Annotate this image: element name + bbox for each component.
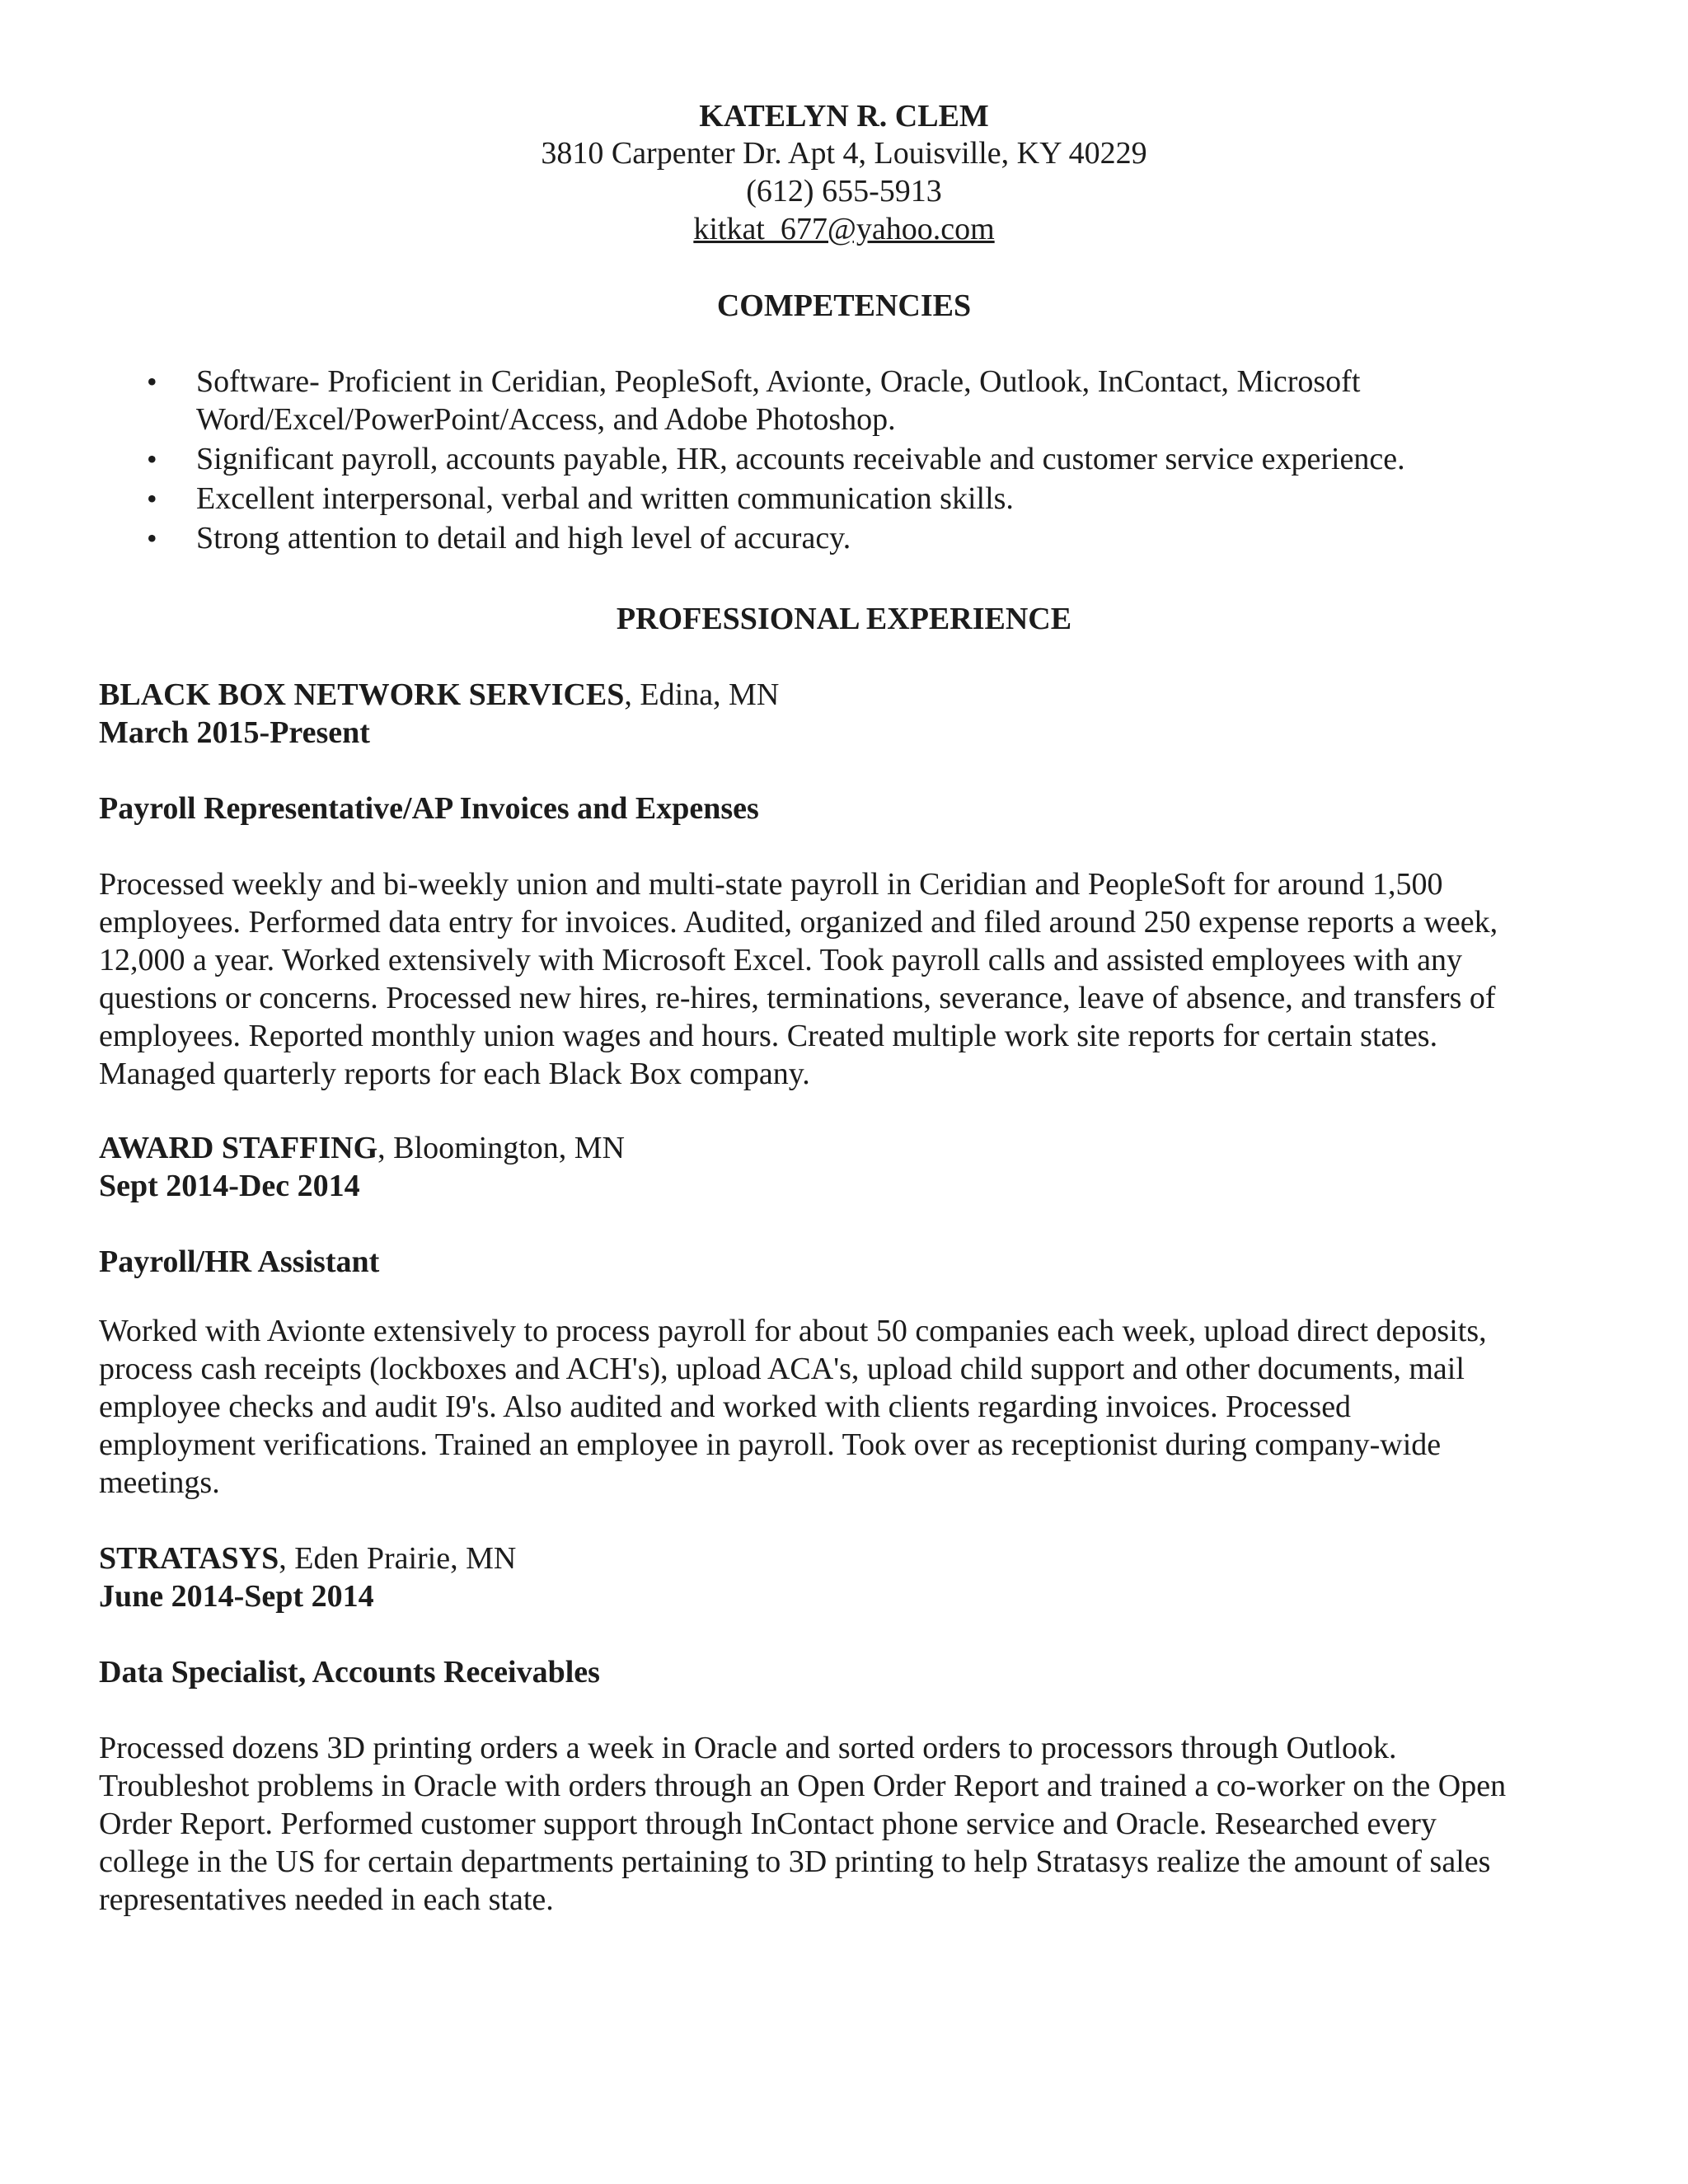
description-line: Processed dozens 3D printing orders a week in Oracle and sorted orders to processors through Outlook. (99, 1731, 1397, 1765)
description-line: employment verifications. Trained an employee in payroll. Took over as receptionist during company-wide (99, 1427, 1442, 1462)
job-award-staffing (99, 1129, 1599, 1205)
competency-item: • Software- Proficient in Ceridian, PeopleSoft, Avionte, Oracle, Outlook, InContact, Microsoft Word/Excel/PowerPoint/Access, and Adobe Photoshop. (196, 363, 1531, 438)
description-line: Processed weekly and bi-weekly union and multi-state payroll in Ceridian and PeopleSoft for around 1,500 (99, 867, 1443, 902)
description-line: 12,000 a year. Worked extensively with Microsoft Excel. Took payroll calls and assisted employees with any (99, 943, 1462, 977)
job-title: Payroll Representative/AP Invoices and Expenses (99, 791, 759, 826)
job-black-box (99, 676, 1599, 752)
applicant-email-link[interactable]: kitkat_677@yahoo.com (693, 212, 995, 246)
job-title: Payroll/HR Assistant (99, 1244, 380, 1279)
company-name: BLACK BOX NETWORK SERVICES (99, 677, 625, 712)
applicant-address: 3810 Carpenter Dr. Apt 4, Louisville, KY 40229 (541, 136, 1147, 171)
company-location: , Edina, MN (624, 677, 780, 712)
competencies-heading: COMPETENCIES (716, 288, 972, 323)
company-line (99, 676, 1599, 714)
company-location: , Bloomington, MN (377, 1131, 625, 1165)
description-line: Order Report. Performed customer support through InContact phone service and Oracle. Researched every (99, 1807, 1437, 1841)
description-line: employees. Reported monthly union wages and hours. Created multiple work site reports for certain states. (99, 1019, 1438, 1053)
job-description (99, 865, 1591, 1093)
description-line: questions or concerns. Processed new hires, re-hires, terminations, severance, leave of absence, and transfers of (99, 981, 1496, 1015)
experience-heading: PROFESSIONAL EXPERIENCE (616, 602, 1072, 636)
job-description (99, 1312, 1591, 1502)
description-line: Managed quarterly reports for each Black Box company. (99, 1057, 810, 1091)
email-row (0, 210, 1688, 248)
description-line: process cash receipts (lockboxes and ACH's), upload ACA's, upload child support and other documents, mail (99, 1352, 1465, 1386)
company-location: , Eden Prairie, MN (279, 1541, 517, 1576)
job-description (99, 1729, 1591, 1919)
description-line: meetings. (99, 1465, 220, 1500)
company-name: AWARD STAFFING (99, 1131, 378, 1165)
job-dates: Sept 2014-Dec 2014 (99, 1169, 360, 1203)
competency-item: • Significant payroll, accounts payable, HR, accounts receivable and customer service experience. (196, 440, 1581, 478)
job-stratasys (99, 1540, 1599, 1615)
company-line (99, 1129, 1599, 1167)
description-line: college in the US for certain departments pertaining to 3D printing to help Stratasys realize the amount of sales (99, 1844, 1491, 1879)
applicant-phone: (612) 655-5913 (746, 174, 942, 209)
description-line: representatives needed in each state. (99, 1882, 554, 1917)
job-title: Data Specialist, Accounts Receivables (99, 1655, 600, 1690)
competency-item: • Excellent interpersonal, verbal and written communication skills. (196, 480, 1581, 518)
job-dates: June 2014-Sept 2014 (99, 1579, 374, 1614)
applicant-name: KATELYN R. CLEM (699, 99, 989, 134)
description-line: employees. Performed data entry for invoices. Audited, organized and filed around 250 expense reports a week, (99, 905, 1498, 940)
description-line: employee checks and audit I9's. Also audited and worked with clients regarding invoices. Processed (99, 1390, 1352, 1424)
job-dates: March 2015-Present (99, 715, 370, 750)
competency-item: • Strong attention to detail and high level of accuracy. (196, 519, 1581, 557)
company-line (99, 1540, 1599, 1577)
competencies-list (196, 363, 1581, 559)
description-line: Troubleshot problems in Oracle with orders through an Open Order Report and trained a co-worker on the Open (99, 1769, 1507, 1803)
description-line: Worked with Avionte extensively to process payroll for about 50 companies each week, upload direct deposits, (99, 1314, 1487, 1348)
company-name: STRATASYS (99, 1541, 279, 1576)
